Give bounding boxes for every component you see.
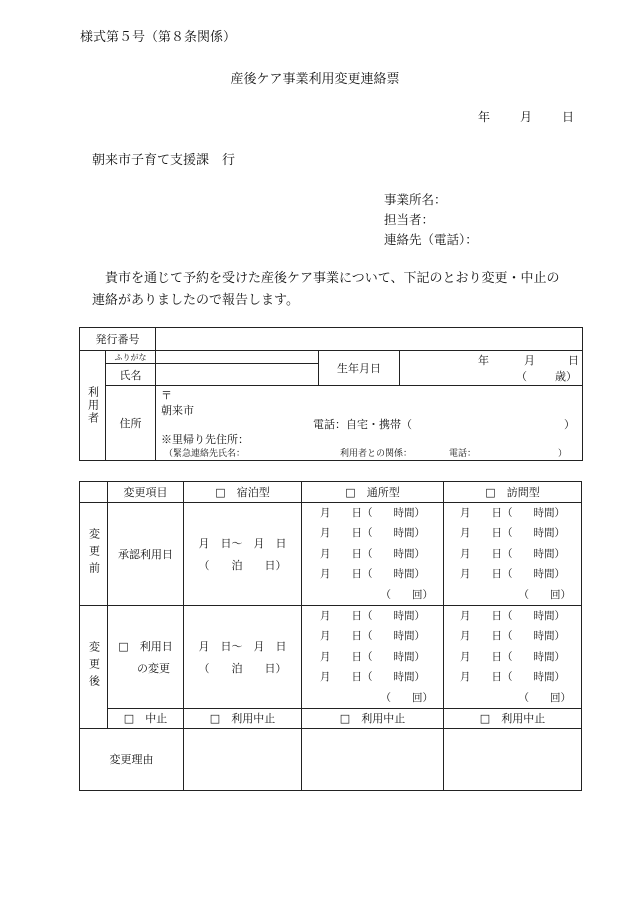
- count-line: （ 回）: [380, 588, 433, 601]
- intro-text: 貴市を通じて予約を受けた産後ケア事業について、下記のとおり変更・中止の連絡がありましたので報告します。: [92, 271, 560, 308]
- birth-year: 年: [478, 354, 489, 367]
- visit-line: 月 日（ 時間）: [460, 507, 565, 519]
- user-section-label: 利用者: [80, 351, 106, 461]
- date-day: 日: [562, 110, 575, 124]
- reason-field-stay[interactable]: [184, 728, 302, 790]
- birth-day: 日: [568, 354, 579, 367]
- name-field[interactable]: [156, 364, 319, 386]
- visit-line: 月 日（ 時間）: [460, 527, 565, 540]
- day-line: 月 日（ 時間）: [320, 547, 425, 560]
- stay-range: 月 日～ 月 日: [198, 639, 287, 653]
- cancel-checkbox[interactable]: □ 中止: [108, 708, 184, 728]
- day-line: 月 日（ 時間）: [320, 609, 425, 622]
- visit-line: 月 日（ 時間）: [460, 630, 565, 643]
- count-line: （ 回）: [518, 588, 571, 601]
- before-visit-cell[interactable]: [444, 503, 582, 606]
- date-month: 月: [520, 110, 533, 124]
- office-name-label: 事業所名：: [384, 192, 447, 207]
- emergency-contact-label: （緊急連絡先氏名：: [164, 449, 246, 459]
- item-header: 変更項目: [108, 482, 184, 503]
- change-dates-label-2: の変更: [137, 661, 170, 675]
- name-label: 氏名: [106, 364, 156, 386]
- cancel-visit-checkbox[interactable]: □ 利用中止: [444, 708, 582, 728]
- approved-dates-label: 承認利用日: [108, 503, 184, 606]
- issue-number-label: 発行番号: [80, 328, 156, 351]
- issue-number-field[interactable]: [156, 328, 583, 351]
- emergency-phone-label: 電話：: [449, 449, 477, 459]
- day-line: 月 日（ 時間）: [320, 527, 425, 540]
- day-type-checkbox[interactable]: □ 通所型: [302, 482, 444, 503]
- cancel-day-checkbox[interactable]: □ 利用中止: [302, 708, 444, 728]
- phone-text: 電話：自宅・携帯（: [313, 418, 412, 431]
- stay-nights: （ 泊 日）: [198, 661, 287, 675]
- day-line: 月 日（ 時間）: [320, 630, 425, 643]
- user-info-table: [79, 327, 583, 461]
- contact-phone-label: 連絡先（電話）：: [384, 232, 478, 247]
- stay-type-checkbox[interactable]: □ 宿泊型: [184, 482, 302, 503]
- after-visit-cell[interactable]: [444, 605, 582, 708]
- stay-range: 月 日～ 月 日: [198, 536, 287, 550]
- after-day-cell[interactable]: [302, 605, 444, 708]
- day-line: 月 日（ 時間）: [320, 650, 425, 663]
- visit-line: 月 日（ 時間）: [460, 609, 565, 622]
- before-day-cell[interactable]: [302, 503, 444, 606]
- visit-type-checkbox[interactable]: □ 訪問型: [444, 482, 582, 503]
- visit-line: 月 日（ 時間）: [460, 650, 565, 663]
- reason-field-visit[interactable]: [444, 728, 582, 790]
- city-text: 朝来市: [161, 404, 194, 417]
- birthdate-label: 生年月日: [319, 351, 400, 386]
- stay-nights: （ 泊 日）: [198, 558, 287, 572]
- change-dates-checkbox[interactable]: [108, 605, 184, 708]
- corner-cell: [80, 482, 108, 503]
- change-dates-label-1: □ 利用日: [118, 639, 173, 653]
- reason-field-day[interactable]: [302, 728, 444, 790]
- before-stay-cell[interactable]: [184, 503, 302, 606]
- form-number: 様式第５号（第８条関係）: [80, 30, 237, 45]
- person-in-charge-label: 担当者：: [384, 212, 435, 227]
- age-close: 歳）: [555, 370, 577, 383]
- after-label: 変更後: [80, 605, 108, 728]
- address-field[interactable]: [156, 386, 583, 461]
- date-year: 年: [478, 110, 491, 124]
- birth-month: 月: [524, 354, 535, 367]
- cancel-stay-checkbox[interactable]: □ 利用中止: [184, 708, 302, 728]
- address-label: 住所: [106, 386, 156, 461]
- postal-mark: 〒: [161, 389, 172, 402]
- emergency-close: ）: [558, 449, 568, 459]
- count-line: （ 回）: [380, 691, 433, 704]
- reason-label: 変更理由: [80, 728, 184, 790]
- visit-line: 月 日（ 時間）: [460, 547, 565, 560]
- change-table: [79, 481, 582, 791]
- count-line: （ 回）: [518, 691, 571, 704]
- day-line: 月 日（ 時間）: [320, 568, 425, 581]
- visit-line: 月 日（ 時間）: [460, 671, 565, 684]
- birthdate-field[interactable]: [400, 351, 583, 386]
- furigana-field[interactable]: [156, 351, 319, 364]
- day-line: 月 日（ 時間）: [320, 507, 425, 519]
- submission-date: [478, 108, 574, 125]
- phone-close: ）: [564, 418, 575, 431]
- form-title: 産後ケア事業利用変更連絡票: [230, 72, 400, 87]
- visit-line: 月 日（ 時間）: [460, 568, 565, 581]
- after-stay-cell[interactable]: [184, 605, 302, 708]
- age-open: （: [516, 370, 527, 383]
- addressee: 朝来市子育て支援課 行: [92, 153, 236, 168]
- return-address-label: ※里帰り先住所：: [161, 433, 249, 446]
- day-line: 月 日（ 時間）: [320, 671, 425, 684]
- before-label: 変更前: [80, 503, 108, 606]
- relation-label: 利用者との関係：: [340, 449, 413, 459]
- furigana-label: ふりがな: [106, 351, 156, 364]
